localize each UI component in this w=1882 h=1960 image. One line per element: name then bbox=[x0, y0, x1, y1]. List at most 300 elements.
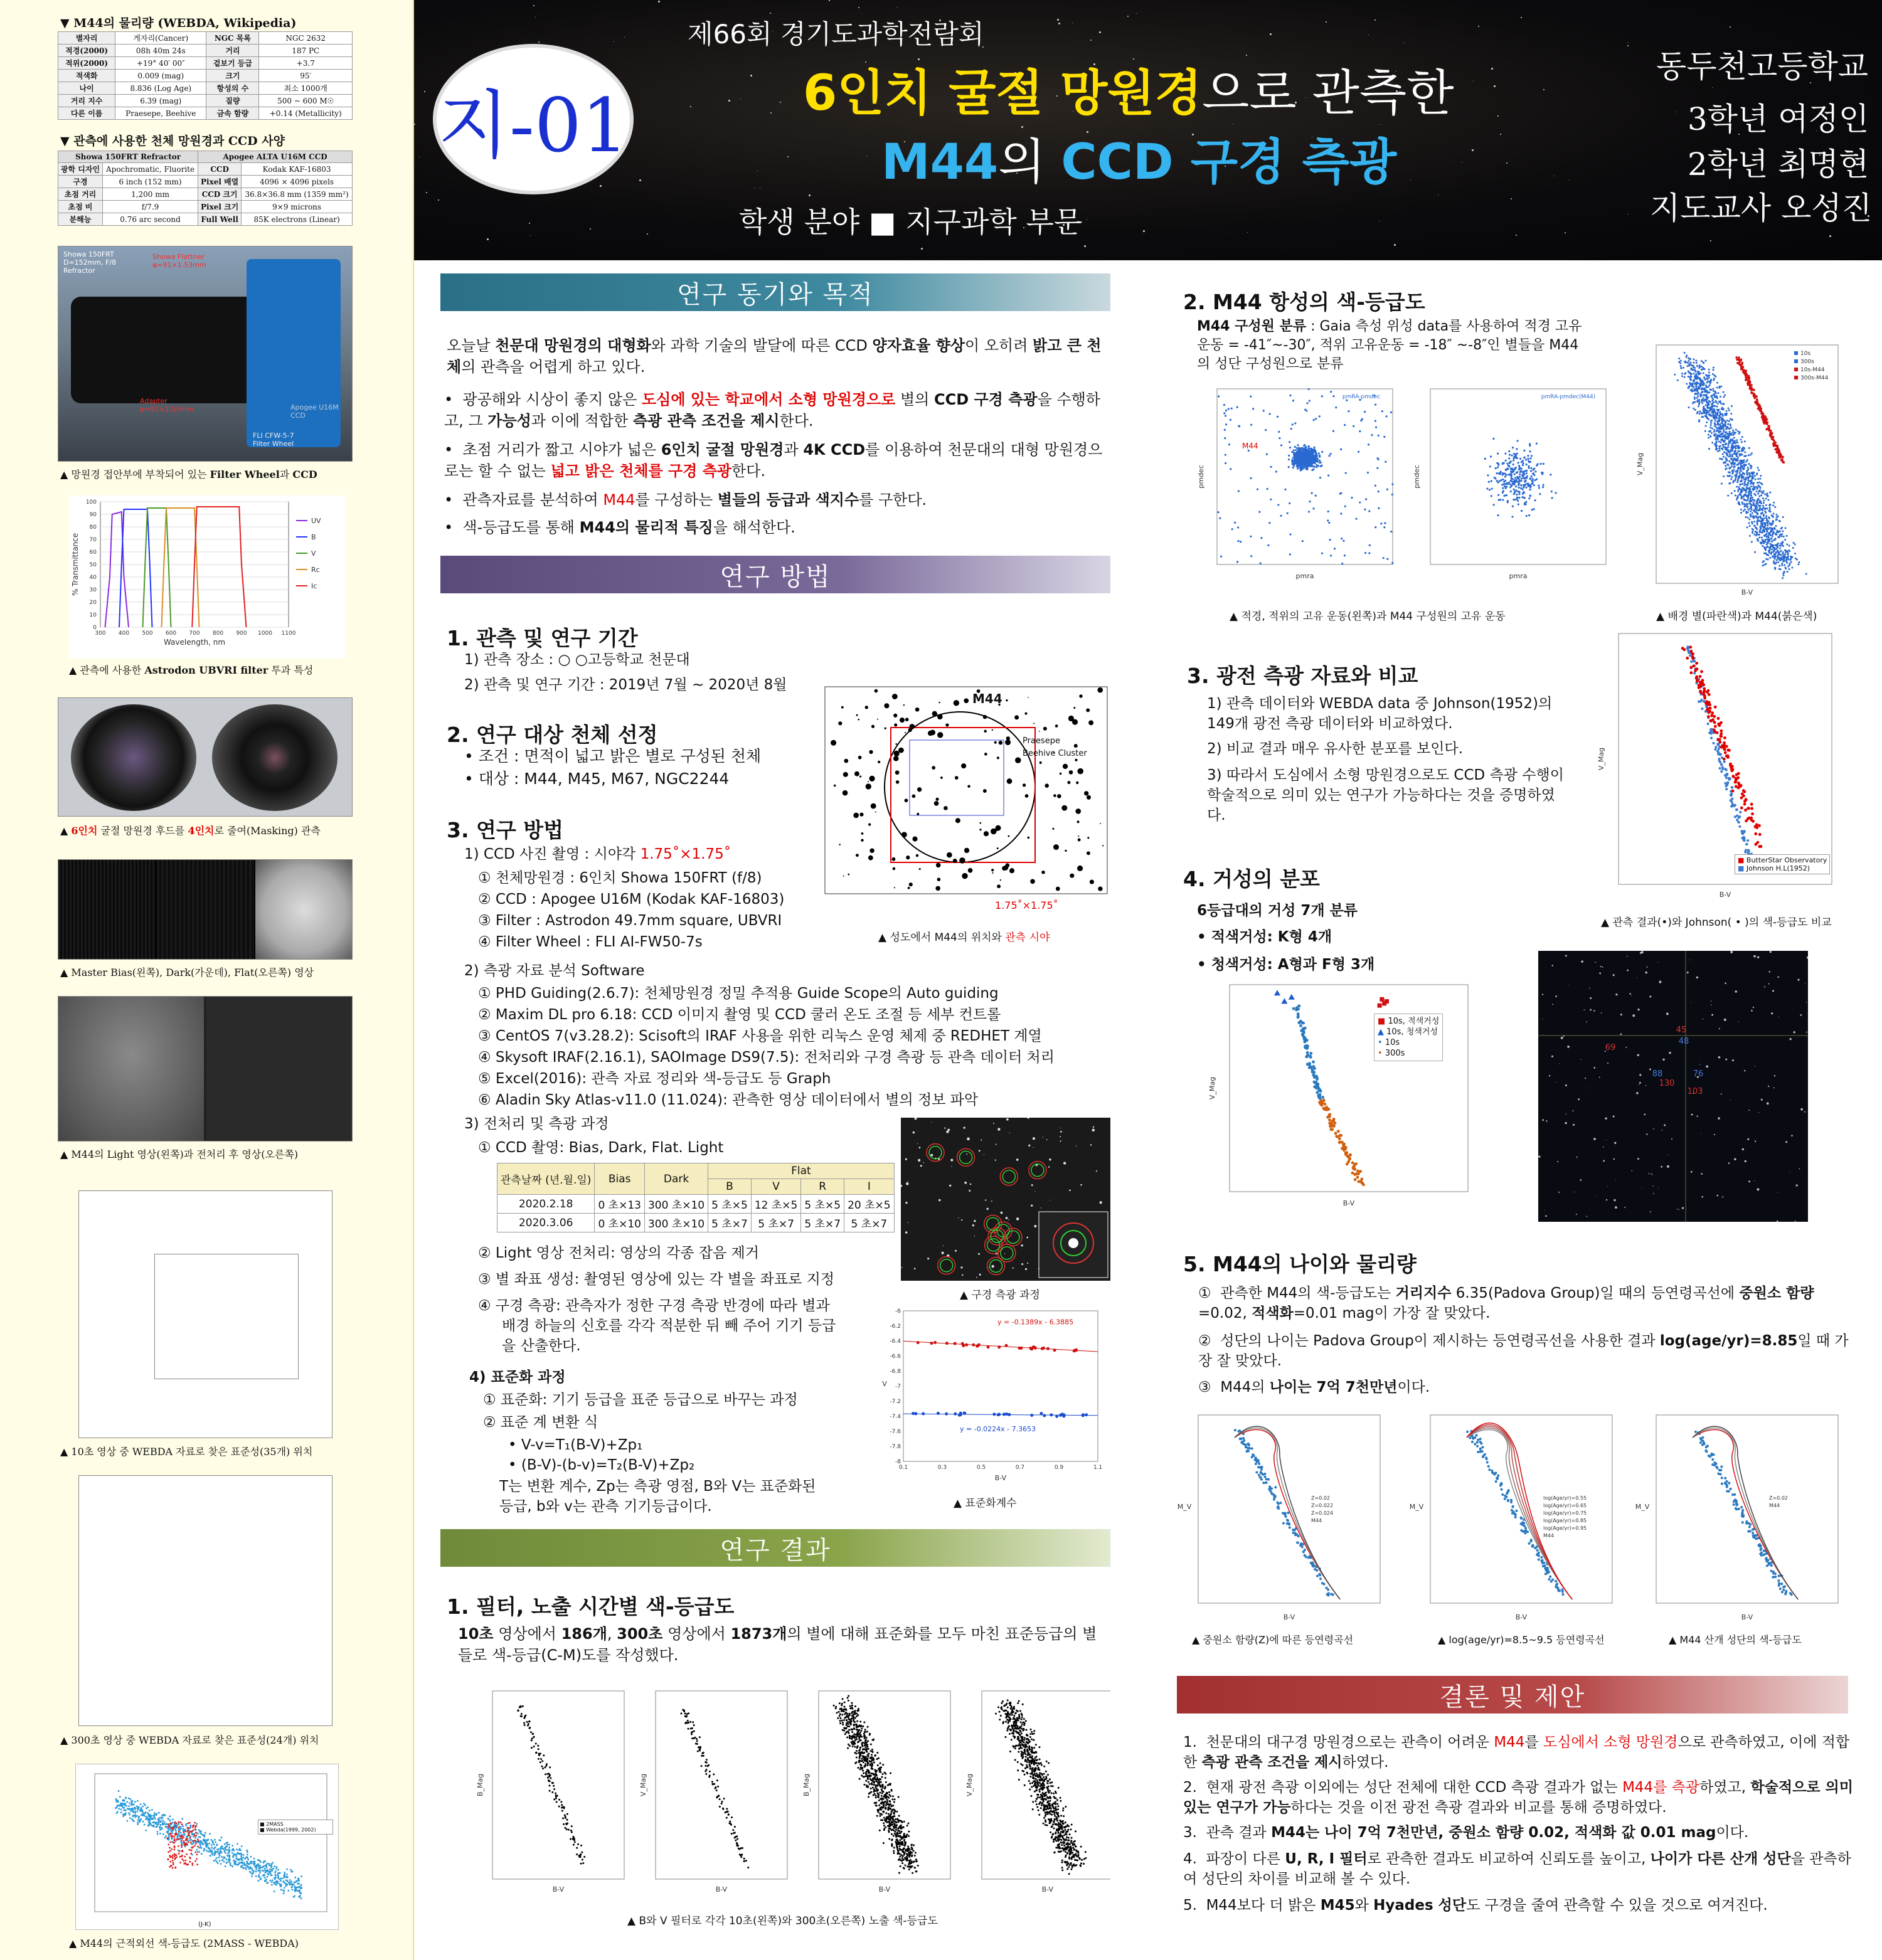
cmd-point bbox=[691, 1737, 693, 1739]
ccd-fov: 1) CCD 사진 촬영 : 시야각 1.75˚×1.75˚ bbox=[464, 846, 731, 862]
map-star bbox=[936, 798, 939, 801]
y-axis-label: V bbox=[882, 1380, 887, 1388]
pm-point bbox=[1308, 511, 1310, 512]
pm-point bbox=[1240, 541, 1241, 543]
pm-point bbox=[1304, 409, 1306, 411]
cmd-point bbox=[856, 1720, 858, 1722]
cmd-point bbox=[1051, 1781, 1053, 1783]
pm-point bbox=[1284, 489, 1286, 490]
background-star bbox=[535, 17, 536, 18]
scatter-point bbox=[184, 1856, 186, 1858]
scatter-point bbox=[180, 1821, 182, 1823]
cmd-point bbox=[861, 1755, 863, 1757]
scatter-point bbox=[167, 1844, 169, 1846]
field-star bbox=[955, 1250, 957, 1252]
cmd-point bbox=[1027, 1742, 1029, 1744]
pm-point bbox=[1327, 519, 1329, 521]
cmd-point bbox=[885, 1798, 887, 1799]
background-star bbox=[1730, 26, 1731, 28]
cmd-point bbox=[852, 1740, 854, 1742]
scatter-point bbox=[174, 1828, 176, 1830]
cmd-point bbox=[1013, 1722, 1015, 1724]
cmd-point bbox=[896, 1811, 898, 1813]
cmd-point bbox=[531, 1739, 533, 1741]
cmd-point bbox=[869, 1734, 871, 1735]
cmd-point bbox=[1067, 1840, 1069, 1841]
field-star bbox=[995, 1160, 996, 1161]
map-star bbox=[875, 689, 878, 693]
cmd-point bbox=[1011, 1712, 1013, 1714]
scatter-point bbox=[283, 1892, 285, 1894]
cmd-point bbox=[691, 1731, 693, 1733]
scatter-point bbox=[154, 1818, 156, 1820]
scatter-point bbox=[231, 1865, 233, 1867]
cmd-point bbox=[1060, 1814, 1062, 1816]
cmd-point bbox=[1019, 1729, 1021, 1731]
pm-point bbox=[1503, 495, 1505, 497]
scatter-point bbox=[203, 1839, 205, 1841]
cmd-point bbox=[1023, 1718, 1025, 1720]
cmd-point bbox=[1075, 1830, 1077, 1832]
y-axis-label: V_Mag bbox=[639, 1773, 647, 1797]
table-cell: 08h 40m 24s bbox=[115, 45, 206, 57]
map-star bbox=[861, 839, 863, 842]
x-tick-label: 500 bbox=[142, 630, 153, 637]
scatter-point bbox=[227, 1855, 229, 1857]
pm-point bbox=[1275, 470, 1277, 472]
cmd-point bbox=[913, 1850, 915, 1852]
scatter-point bbox=[171, 1833, 173, 1835]
pm-point bbox=[1270, 466, 1272, 468]
cmd-point bbox=[1036, 1788, 1038, 1789]
scatter-point bbox=[226, 1849, 228, 1851]
student-1: 3학년 여정인 bbox=[1688, 101, 1869, 137]
cmd-point bbox=[1005, 1704, 1007, 1706]
cmd-point bbox=[1029, 1740, 1031, 1742]
map-star bbox=[937, 877, 941, 881]
master-frames-photo bbox=[58, 859, 353, 960]
map-star bbox=[1097, 687, 1103, 693]
cmd-point bbox=[1021, 1719, 1023, 1720]
cmd-point bbox=[1014, 1737, 1016, 1739]
map-star bbox=[997, 847, 999, 849]
background-star bbox=[1516, 235, 1517, 236]
cmd-point bbox=[1045, 1813, 1046, 1815]
cmd-point bbox=[1065, 1829, 1066, 1831]
scatter-point bbox=[214, 1846, 216, 1848]
scatter-point bbox=[937, 1412, 940, 1415]
scatter-point bbox=[128, 1798, 130, 1799]
table-cell: Pixel 크기 bbox=[198, 201, 242, 213]
x-tick-label: 900 bbox=[236, 630, 247, 637]
map-star bbox=[919, 868, 921, 870]
background-star bbox=[1473, 81, 1474, 82]
cmd-point bbox=[858, 1725, 859, 1727]
cmd-point bbox=[858, 1733, 859, 1735]
cmd-point bbox=[842, 1722, 844, 1724]
scatter-point bbox=[197, 1838, 199, 1840]
scatter-point bbox=[180, 1835, 182, 1836]
table-row bbox=[58, 57, 353, 70]
cmd-point bbox=[901, 1838, 903, 1840]
cmd-point bbox=[1028, 1745, 1030, 1747]
membership-text: M44 구성원 분류 : Gaia 측성 위성 data를 사용하여 적경 고유운동 = -41″~-30″, 적위 고유운동 = -18″ ~-8″인 별들을 M44의 성단 구성원으로 분류 bbox=[1197, 319, 1582, 372]
cmd-point bbox=[555, 1798, 557, 1799]
map-star bbox=[895, 743, 897, 745]
cmd-point bbox=[859, 1747, 861, 1749]
scatter-point bbox=[239, 1848, 241, 1850]
scatter-point bbox=[134, 1801, 136, 1803]
cmd-point bbox=[856, 1747, 858, 1749]
scatter-point bbox=[178, 1823, 180, 1825]
nir-xlabel: (J-K) bbox=[198, 1921, 211, 1928]
cmd-point bbox=[709, 1774, 711, 1776]
scatter-point bbox=[173, 1826, 174, 1828]
background-star bbox=[750, 75, 752, 77]
cmd-point bbox=[866, 1764, 868, 1766]
pm-point bbox=[1224, 429, 1226, 431]
cmd-point bbox=[1049, 1820, 1051, 1822]
pm-point bbox=[1518, 504, 1519, 506]
table-cell: 12 초×5 bbox=[751, 1195, 801, 1214]
scatter-point bbox=[1002, 1412, 1006, 1416]
scatter-point bbox=[945, 1342, 949, 1345]
y-tick-label: 20 bbox=[89, 600, 97, 606]
cmd-point bbox=[1055, 1792, 1057, 1794]
nir-legend-webda: ■ Webda(1999, 2002) bbox=[260, 1827, 316, 1833]
field-star bbox=[1033, 1137, 1035, 1140]
scatter-point bbox=[1055, 1415, 1058, 1418]
cmd-point bbox=[891, 1839, 893, 1841]
motivation-bullet-2: • 초점 거리가 짧고 시야가 넓은 6인치 굴절 망원경과 4K CCD를 이용하여 천문대의 대형 망원경으로는 할 수 없는 넓고 밝은 천체를 구경 측광한다. bbox=[444, 441, 1103, 480]
scatter-point bbox=[205, 1843, 207, 1845]
scatter-point bbox=[228, 1854, 230, 1856]
map-star bbox=[1041, 871, 1045, 874]
map-star bbox=[1074, 744, 1078, 748]
cmd-point bbox=[891, 1790, 893, 1792]
cmd-point bbox=[893, 1850, 895, 1852]
field-star bbox=[967, 1138, 970, 1141]
pm-point bbox=[1263, 410, 1265, 411]
scatter-point bbox=[183, 1860, 184, 1862]
pm-point bbox=[1296, 451, 1298, 453]
scatter-point bbox=[199, 1841, 201, 1843]
scatter-point bbox=[181, 1858, 183, 1860]
cmd-point bbox=[1005, 1721, 1007, 1723]
cmd-point bbox=[890, 1813, 892, 1814]
cmd-point bbox=[1071, 1824, 1073, 1826]
cmd-point bbox=[1020, 1721, 1022, 1723]
cmd-point bbox=[1045, 1815, 1046, 1817]
background-star bbox=[1494, 85, 1496, 87]
cmd-point bbox=[871, 1749, 873, 1751]
cmd-point bbox=[894, 1831, 896, 1833]
cmd-point bbox=[544, 1766, 546, 1768]
scatter-point bbox=[213, 1843, 215, 1845]
scatter-point bbox=[139, 1819, 141, 1821]
cmd-point bbox=[517, 1709, 519, 1711]
scatter-point bbox=[284, 1872, 285, 1873]
lens-hood-photo bbox=[58, 697, 353, 817]
scatter-point bbox=[203, 1836, 205, 1838]
observation-table bbox=[497, 1163, 895, 1232]
cmd-point bbox=[1019, 1745, 1021, 1747]
field-star bbox=[1060, 1140, 1061, 1142]
scatter-point bbox=[258, 1876, 260, 1878]
cmd-point bbox=[1042, 1789, 1044, 1791]
filter-chart-svg bbox=[69, 495, 345, 659]
scatter-point bbox=[173, 1842, 174, 1844]
table-cell: 나이 bbox=[58, 82, 115, 95]
cmd-point bbox=[839, 1715, 841, 1717]
cmd-point bbox=[895, 1821, 896, 1823]
table-cell: 300 초×10 bbox=[644, 1214, 708, 1232]
cmd-point bbox=[704, 1765, 706, 1767]
pm-point bbox=[1340, 512, 1342, 514]
cmd-point bbox=[856, 1713, 858, 1715]
cmd-point bbox=[1022, 1740, 1024, 1742]
cmd-point bbox=[859, 1778, 861, 1780]
cmd-point bbox=[1022, 1764, 1024, 1766]
map-star bbox=[843, 876, 844, 877]
x-tick-label: 1.1 bbox=[1093, 1465, 1103, 1471]
aperture-ring bbox=[1002, 1170, 1015, 1183]
background-star bbox=[1497, 115, 1499, 117]
cmd-point bbox=[1065, 1856, 1066, 1858]
pm-point bbox=[1364, 509, 1366, 511]
scatter-point bbox=[173, 1863, 174, 1865]
map-star bbox=[1068, 716, 1074, 721]
map-star bbox=[938, 702, 940, 703]
map-star bbox=[933, 713, 936, 716]
map-star bbox=[983, 789, 987, 793]
y-tick-label: 40 bbox=[89, 575, 97, 581]
field-star bbox=[1048, 1166, 1050, 1167]
pm-point bbox=[1313, 419, 1315, 421]
aperture-ring bbox=[960, 1151, 972, 1163]
scatter-point bbox=[129, 1808, 131, 1810]
map-star bbox=[858, 719, 859, 721]
scatter-point bbox=[192, 1846, 194, 1848]
field-star bbox=[958, 1217, 959, 1218]
cmd-point bbox=[915, 1858, 917, 1860]
scatter-point bbox=[167, 1818, 169, 1820]
cmd-point bbox=[1051, 1834, 1053, 1836]
pm-point bbox=[1311, 451, 1313, 453]
map-star bbox=[1075, 808, 1081, 814]
cmd-point bbox=[1060, 1839, 1062, 1841]
cmd-point bbox=[866, 1759, 868, 1761]
field-star bbox=[1100, 1201, 1102, 1204]
cmd-point bbox=[533, 1736, 535, 1738]
pm-point bbox=[1378, 490, 1380, 492]
cmd-point bbox=[897, 1830, 899, 1832]
map-star bbox=[1006, 699, 1007, 701]
cmd-point bbox=[1050, 1804, 1051, 1806]
cmd-point bbox=[1070, 1848, 1071, 1850]
cmd-point bbox=[1067, 1829, 1069, 1831]
spec-table-header: Showa 150FRT Refractor bbox=[58, 151, 198, 163]
cmd-point bbox=[695, 1743, 697, 1745]
y-axis-label: % Transmittance bbox=[71, 532, 80, 596]
background-star bbox=[1521, 17, 1522, 18]
scatter-point bbox=[131, 1818, 133, 1820]
map-star bbox=[908, 887, 910, 889]
pm-point bbox=[1309, 459, 1311, 461]
pm-point bbox=[1305, 457, 1307, 458]
pm-point bbox=[1287, 512, 1289, 514]
scatter-point bbox=[181, 1840, 183, 1841]
pm-point bbox=[1288, 455, 1290, 457]
scatter-point bbox=[247, 1853, 248, 1855]
cmd-point bbox=[913, 1860, 915, 1862]
map-star bbox=[1086, 708, 1090, 712]
scatter-point bbox=[237, 1852, 239, 1854]
scatter-point bbox=[173, 1862, 174, 1864]
cmd-point bbox=[1060, 1800, 1061, 1802]
scatter-point bbox=[268, 1870, 270, 1872]
pm-point bbox=[1292, 463, 1294, 465]
cmd-point bbox=[903, 1868, 905, 1870]
field-star bbox=[1080, 1184, 1082, 1186]
cmd-point bbox=[529, 1727, 531, 1729]
map-star bbox=[999, 741, 1002, 744]
x-tick-label: 0.3 bbox=[937, 1465, 947, 1471]
cmd-point bbox=[871, 1784, 873, 1786]
scatter-point bbox=[167, 1839, 169, 1841]
scatter-point bbox=[189, 1835, 191, 1836]
cmd-point bbox=[1043, 1776, 1045, 1778]
cmd-point bbox=[563, 1807, 565, 1809]
scatter-point bbox=[217, 1851, 219, 1853]
cmd-point bbox=[859, 1752, 861, 1754]
cmd-point bbox=[716, 1796, 718, 1798]
cmd-point bbox=[911, 1860, 913, 1862]
cmd-point bbox=[854, 1762, 856, 1764]
cmd-point bbox=[1066, 1843, 1068, 1845]
cmd-point bbox=[1056, 1838, 1058, 1840]
cmd-point bbox=[1028, 1754, 1029, 1756]
cmd-point bbox=[1059, 1838, 1061, 1840]
scatter-point bbox=[226, 1841, 228, 1843]
cmd-point bbox=[1014, 1759, 1016, 1761]
scatter-point bbox=[297, 1890, 299, 1892]
cmd-point bbox=[1077, 1851, 1079, 1853]
scatter-point bbox=[174, 1846, 176, 1848]
table-cell: 초점 비 bbox=[58, 201, 103, 213]
scatter-point bbox=[236, 1848, 238, 1850]
cmd-point bbox=[859, 1757, 861, 1759]
cmd-point bbox=[1029, 1772, 1031, 1774]
cmd-point bbox=[890, 1803, 891, 1805]
cmd-point bbox=[839, 1714, 841, 1715]
pm-point bbox=[1334, 548, 1336, 549]
scatter-point bbox=[174, 1822, 176, 1824]
scatter-point bbox=[219, 1851, 221, 1853]
cmd-point bbox=[848, 1695, 849, 1697]
map-star bbox=[843, 790, 848, 796]
field-star bbox=[981, 1140, 982, 1141]
pm-point bbox=[1238, 490, 1240, 492]
cmd-point bbox=[893, 1835, 895, 1836]
pm-point bbox=[1314, 462, 1316, 464]
scatter-point bbox=[265, 1880, 267, 1882]
cmd-point bbox=[1033, 1739, 1034, 1741]
cmd-point bbox=[856, 1738, 858, 1740]
scatter-point bbox=[163, 1814, 165, 1816]
cmd-point bbox=[839, 1720, 841, 1722]
y-tick-label: 0 bbox=[93, 625, 97, 631]
pm-point bbox=[1319, 477, 1321, 479]
scatter-point bbox=[1019, 1347, 1023, 1350]
field-star bbox=[961, 1219, 962, 1221]
cmd-point bbox=[1066, 1853, 1068, 1855]
cmd-point bbox=[1070, 1868, 1072, 1870]
light-frames-photo bbox=[58, 996, 353, 1142]
exhibition-name: 제66회 경기도과학전람회 bbox=[688, 19, 984, 50]
cmd-point bbox=[881, 1784, 883, 1786]
pm-point bbox=[1309, 462, 1311, 464]
scatter-point bbox=[238, 1859, 240, 1861]
y-tick-label: -7 bbox=[895, 1384, 901, 1390]
scatter-point bbox=[134, 1812, 136, 1814]
pm-point bbox=[1384, 522, 1386, 524]
scatter-point bbox=[194, 1837, 196, 1839]
nir-cmd-caption: ▲ M44의 근적외선 색-등급도 (2MASS - WEBDA) bbox=[69, 1937, 299, 1949]
pm-point bbox=[1291, 451, 1293, 453]
cmd-point bbox=[864, 1730, 866, 1732]
cmd-point bbox=[1058, 1822, 1060, 1824]
pm-point bbox=[1250, 395, 1252, 397]
cmd-point bbox=[1028, 1780, 1030, 1782]
cmd-point bbox=[1011, 1714, 1013, 1715]
cmd-point bbox=[882, 1764, 884, 1766]
scatter-point bbox=[299, 1891, 300, 1893]
pm-point bbox=[1299, 448, 1300, 450]
cmd-point bbox=[729, 1821, 731, 1823]
table-row bbox=[58, 163, 353, 176]
scatter-point bbox=[252, 1872, 254, 1873]
cmd-point bbox=[1076, 1855, 1078, 1857]
cmd-point bbox=[1031, 1756, 1033, 1757]
scatter-point bbox=[178, 1838, 180, 1840]
cmd-point bbox=[1054, 1818, 1056, 1820]
cmd-point bbox=[846, 1697, 848, 1699]
field-star bbox=[964, 1182, 967, 1184]
pm-point bbox=[1279, 437, 1280, 439]
map-star bbox=[910, 724, 915, 729]
cmd-point bbox=[531, 1737, 533, 1739]
scatter-point bbox=[137, 1808, 139, 1810]
pm-point bbox=[1309, 465, 1310, 467]
cmd-point bbox=[1073, 1843, 1075, 1845]
cmd-point bbox=[871, 1759, 873, 1761]
map-star bbox=[866, 783, 871, 789]
cmd-point bbox=[909, 1854, 911, 1856]
cmd-point bbox=[841, 1703, 843, 1705]
cmd-point bbox=[680, 1712, 682, 1714]
scatter-point bbox=[149, 1819, 151, 1821]
scatter-point bbox=[225, 1858, 227, 1860]
scatter-point bbox=[141, 1809, 143, 1811]
cmd-point bbox=[897, 1820, 899, 1821]
map-star bbox=[997, 884, 1001, 888]
cmd-point bbox=[1068, 1837, 1070, 1839]
scatter-point bbox=[207, 1851, 209, 1853]
cmd-point bbox=[848, 1723, 849, 1725]
software-item: ③ CentOS 7(v3.28.2): Scisoft의 IRAF 사용을 위한 리눅스 운영 체제 중 REDHET 계열 bbox=[478, 1028, 1042, 1044]
background-star bbox=[866, 156, 867, 157]
